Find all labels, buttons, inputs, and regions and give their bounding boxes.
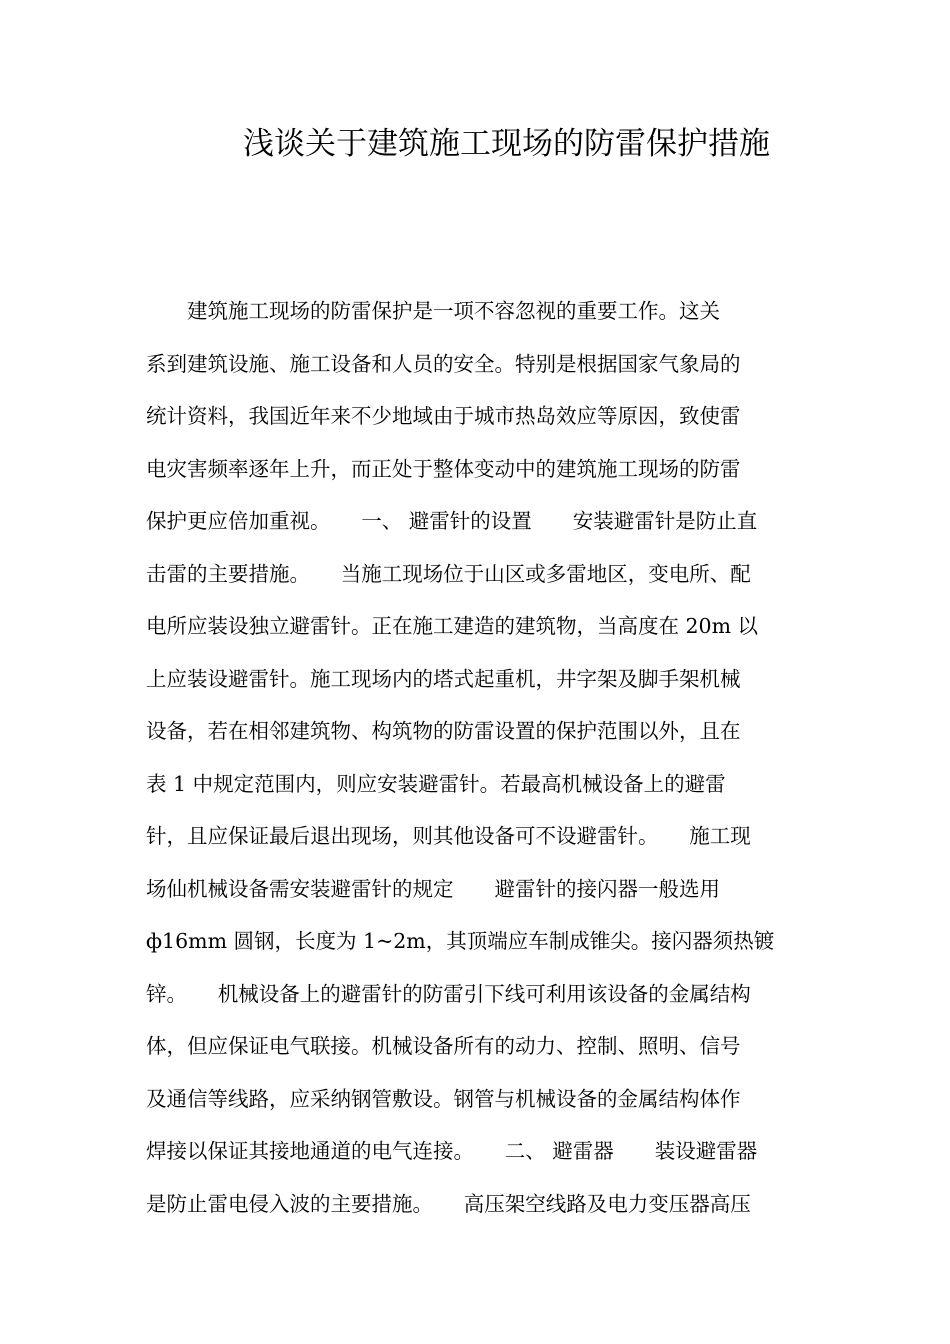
body-line: 是防止雷电侵入波的主要措施。 高压架空线路及电力变压器高压 <box>146 1191 751 1216</box>
body-line: 电灾害频率逐年上升，而正处于整体变动中的建筑施工现场的防雷 <box>146 456 741 481</box>
document-body <box>146 289 816 1234</box>
body-line: 上应装设避雷针。施工现场内的塔式起重机，井字架及脚手架机械 <box>146 666 741 691</box>
body-line: 击雷的主要措施。 当施工现场位于山区或多雷地区，变电所、配 <box>146 561 751 586</box>
body-line: 体，但应保证电气联接。机械设备所有的动力、控制、照明、信号 <box>146 1034 741 1058</box>
body-line: 针，且应保证最后退出现场，则其他设备可不设避雷针。 施工现 <box>146 824 751 848</box>
body-line: 及通信等线路，应采纳钢管敷设。钢管与机械设备的金属结构体作 <box>146 1086 741 1111</box>
body-line: 系到建筑设施、施工设备和人员的安全。特别是根据国家气象局的 <box>146 351 741 376</box>
body-line: ф16mm 圆钢，长度为 1~2m，其顶端应车制成锥尖。接闪器须热镀 <box>146 929 775 953</box>
body-line: 设备，若在相邻建筑物、构筑物的防雷设置的保护范围以外，且在 <box>146 719 741 743</box>
document-title: 浅谈关于建筑施工现场的防雷保护措施 <box>243 126 770 162</box>
body-line: 统计资料，我国近年来不少地域由于城市热岛效应等原因，致使雷 <box>146 404 741 428</box>
body-line: 保护更应倍加重视。 一、 避雷针的设置 安装避雷针是防止直 <box>146 509 758 533</box>
body-line: 锌。 机械设备上的避雷针的防雷引下线可利用该设备的金属结构 <box>146 981 751 1006</box>
body-line: 表 1 中规定范围内，则应安装避雷针。若最高机械设备上的避雷 <box>146 771 726 796</box>
body-line: 电所应装设独立避雷针。正在施工建造的建筑物，当高度在 20m 以 <box>146 614 759 638</box>
body-line: 场仙机械设备需安装避雷针的规定 避雷针的接闪器一般选用 <box>146 876 720 901</box>
body-line: 建筑施工现场的防雷保护是一项不容忽视的重要工作。这关 <box>146 299 720 323</box>
body-line: 焊接以保证其接地通道的电气连接。 二、 避雷器 装设避雷器 <box>146 1139 758 1163</box>
